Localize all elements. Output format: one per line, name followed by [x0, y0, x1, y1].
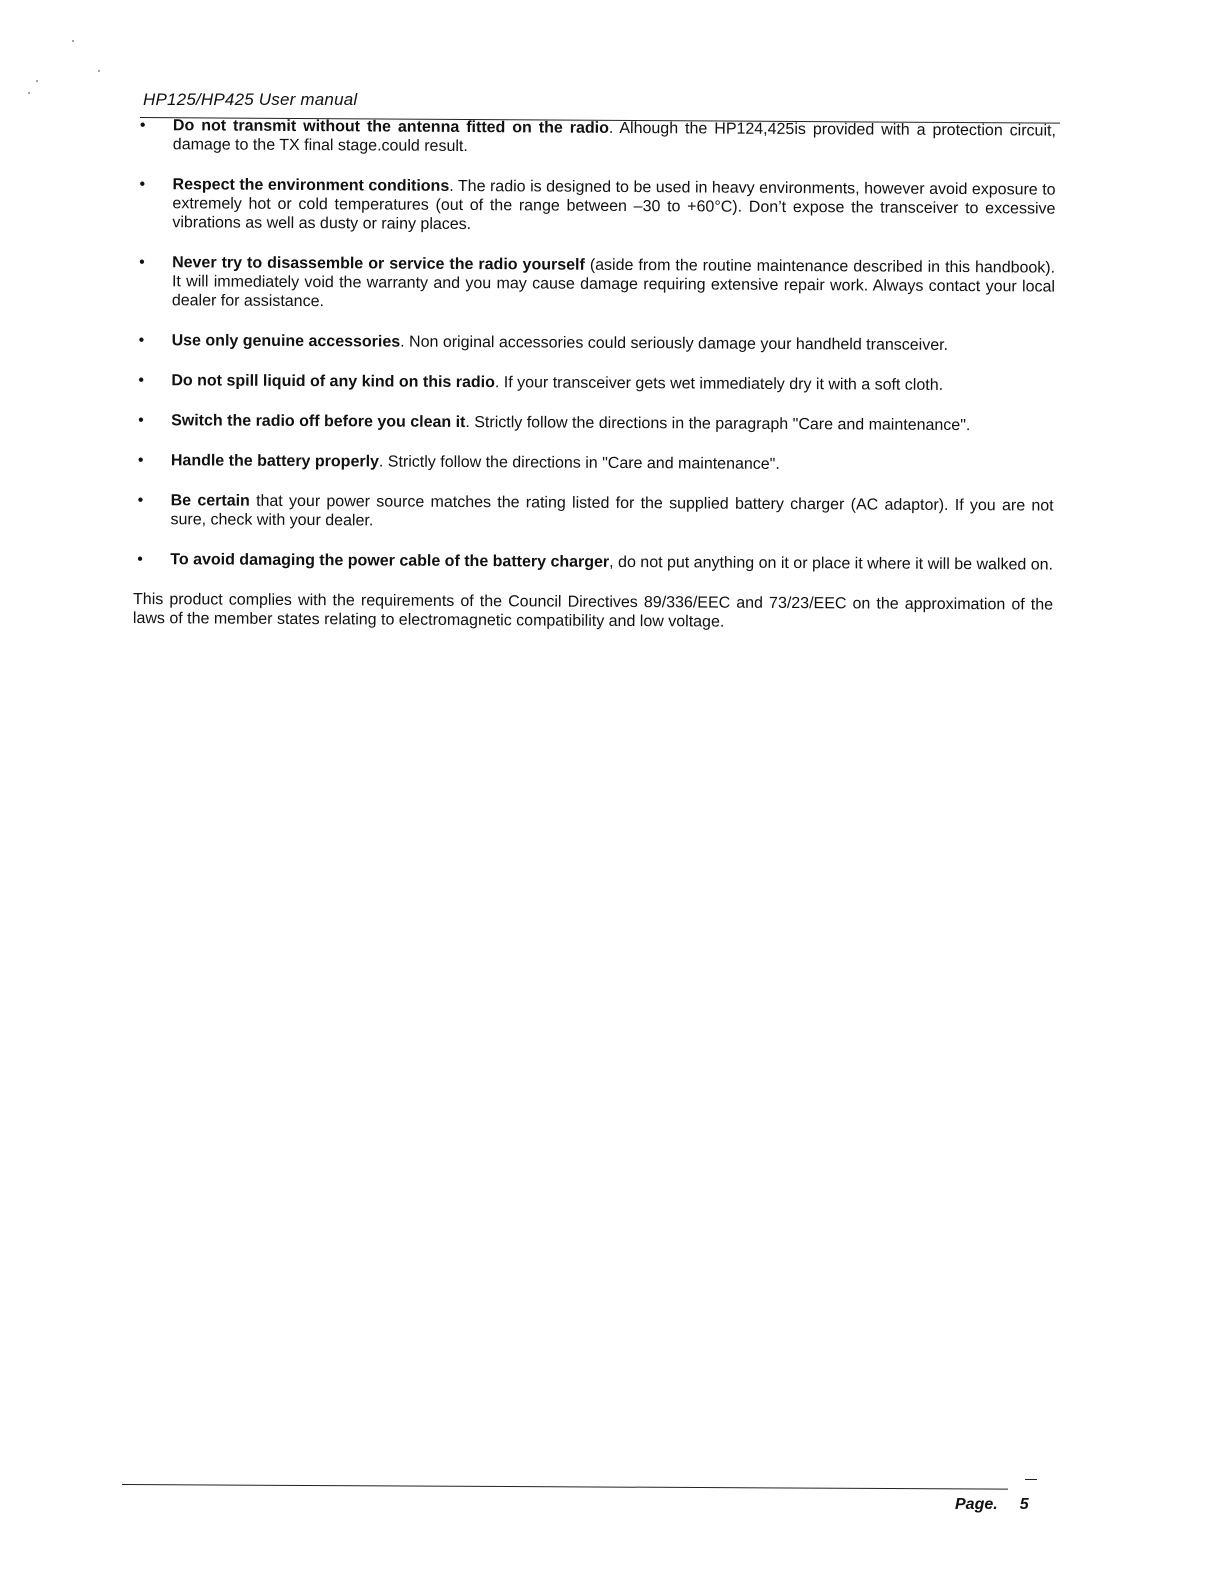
scan-speck [98, 70, 100, 72]
bullet-bold-lead: Do not transmit without the antenna fitted on the radio [172, 117, 609, 137]
bullet-text: . The radio is designed to be used in heavy environments, however avoid exposure to extremely hot or cold temperatures (out of the range between –30 to +60°C). Don’t expose the transceiver to excessive vibrations as well as dusty or rainy places. [172, 177, 1056, 234]
bullet-item [135, 253, 1055, 316]
safety-bullet-list [133, 116, 1056, 575]
footer-rule [122, 1484, 1008, 1490]
bullet-text: (aside from the routine maintenance described in this handbook). It will immediately void the warranty and you may cause damage requiring extensive repair work. Always contact your local dealer for assistance. [171, 256, 1056, 311]
bullet-dot-icon: • [138, 332, 145, 350]
bullet-dot-icon: • [137, 492, 144, 510]
page-number: 5 [1019, 1496, 1029, 1513]
bullet-item [133, 491, 1053, 535]
bullet-text: . Alhough the HP124,425is provided with a protection circuit, damage to the TX final stage.could result. [172, 119, 1056, 156]
bullet-bold-lead: Handle the battery properly [170, 452, 379, 471]
bullet-text: . Strictly follow the directions in the paragraph "Care and maintenance". [465, 414, 971, 435]
bullet-dot-icon: • [139, 117, 146, 135]
bullet-item [135, 175, 1055, 238]
footer-dash [1025, 1479, 1037, 1480]
bullet-bold-lead: Do not spill liquid of any kind on this radio [171, 372, 495, 392]
bullet-dot-icon: • [137, 452, 144, 470]
bullet-bold-lead: Respect the environment conditions [172, 176, 450, 195]
page-label: Page. [955, 1496, 998, 1513]
bullet-dot-icon: • [138, 412, 144, 430]
scan-speck [36, 80, 38, 82]
scan-speck [28, 92, 30, 94]
bullet-dot-icon: • [137, 551, 143, 569]
scan-speck [72, 40, 74, 42]
bullet-text: . Strictly follow the directions in "Care and maintenance". [378, 453, 780, 473]
bullet-item [134, 371, 1054, 396]
bullet-dot-icon: • [138, 372, 145, 390]
bullet-text: . If your transceiver gets wet immediately dry it with a soft cloth. [494, 374, 944, 394]
bullet-item [135, 331, 1055, 356]
bullet-dot-icon: • [139, 176, 146, 194]
running-header-title: HP125/HP425 User manual [143, 90, 358, 109]
bullet-bold-lead: To avoid damaging the power cable of the battery charger [170, 551, 610, 571]
compliance-paragraph: This product complies with the requirements of the Council Directives 89/336/EEC and 73/23/EEC on the approximation of the laws of the member states relating to electromagnetic compatibility and low voltage. [132, 590, 1054, 631]
bullet-text: , do not put anything on it or place it where it will be walked on. [609, 553, 1054, 574]
bullet-item [134, 451, 1054, 476]
bullet-text: . Non original accessories could seriously damage your handheld transceiver. [400, 333, 949, 354]
bullet-bold-lead: Use only genuine accessories [171, 332, 401, 351]
bullet-dot-icon: • [139, 254, 145, 272]
bullet-item [133, 550, 1053, 575]
bullet-bold-lead: Never try to disassemble or service the radio yourself [172, 254, 585, 274]
page-content [133, 116, 1056, 650]
bullet-text: that your power source matches the rating listed for the supplied battery charger (AC adaptor). If you are not sure, check with your dealer. [170, 492, 1054, 530]
page-footer [955, 1496, 1029, 1514]
bullet-item [136, 116, 1056, 160]
bullet-item [134, 411, 1054, 436]
bullet-bold-lead: Switch the radio off before you clean it [171, 412, 466, 432]
bullet-bold-lead: Be certain [170, 492, 250, 510]
